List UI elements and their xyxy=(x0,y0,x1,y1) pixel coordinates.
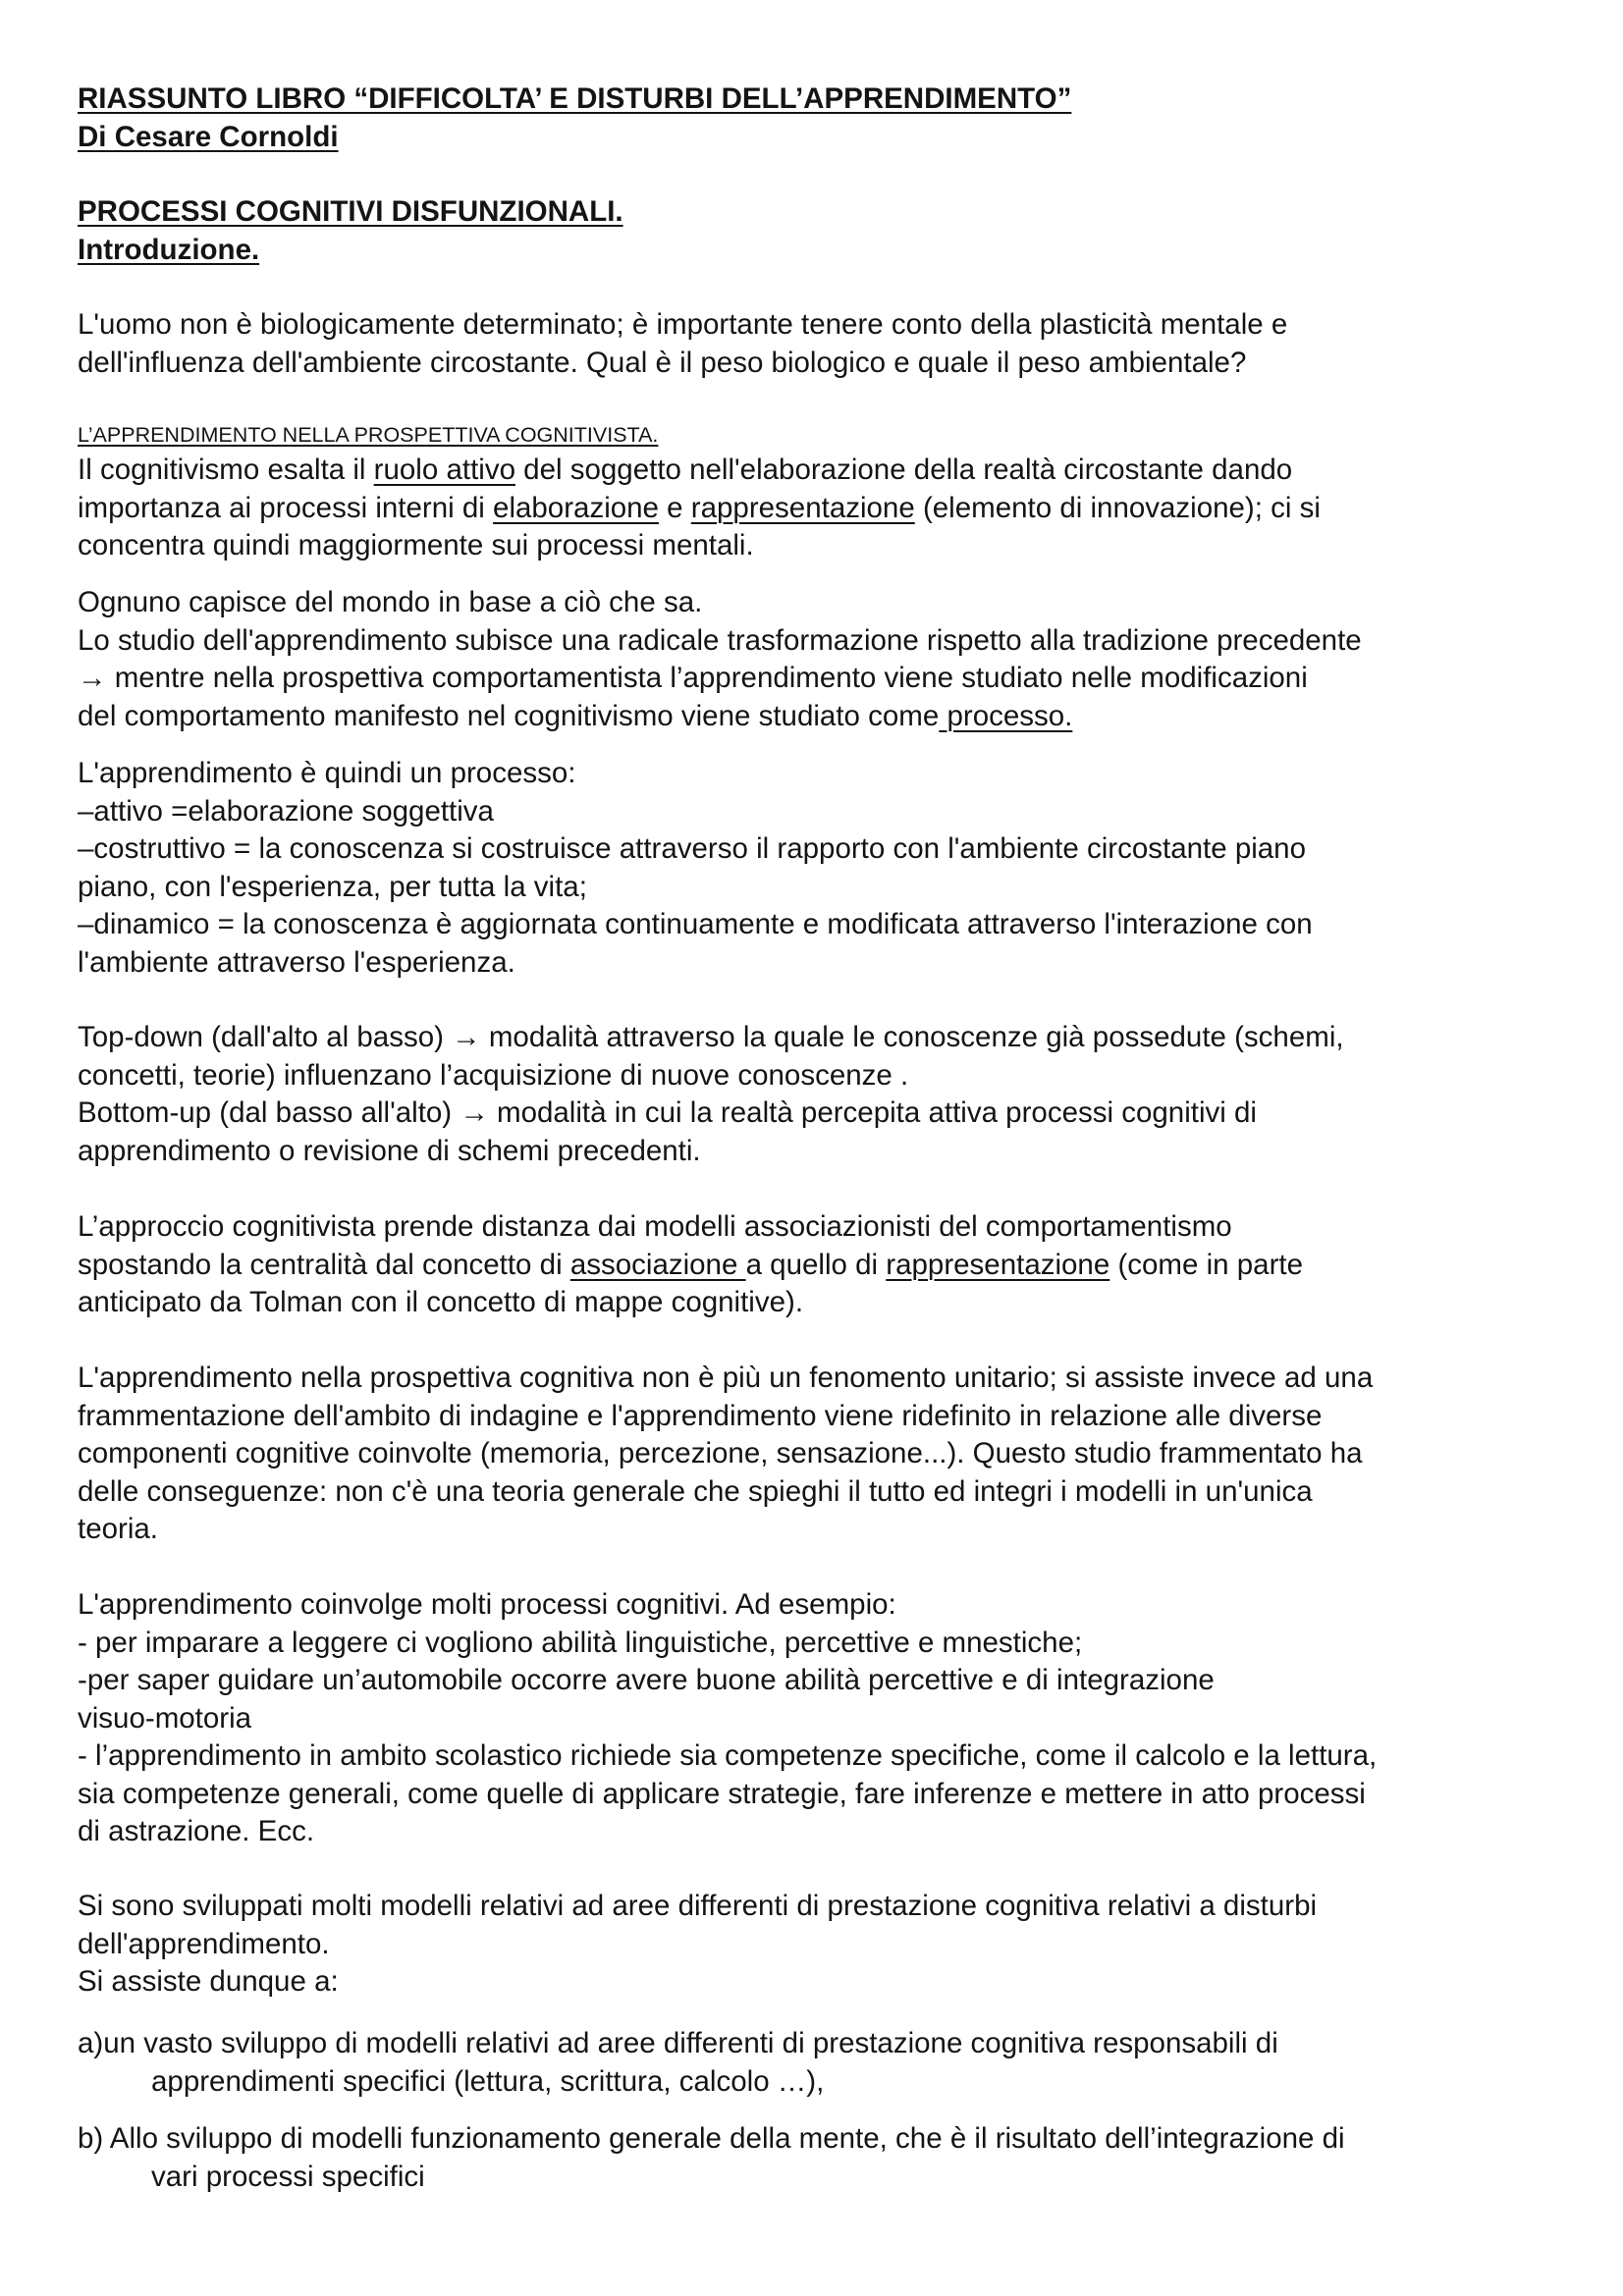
paragraph-line: anticipato da Tolman con il concetto di mappe cognitive). xyxy=(78,1286,804,1318)
paragraph-line: –attivo =elaborazione soggettiva xyxy=(78,794,494,828)
paragraph-line: Top-down (dall'alto al basso) → modalità attraverso la quale le conoscenze già possedute (schemi, xyxy=(78,1021,1344,1053)
list-item-a xyxy=(78,2025,1570,2101)
paragraph-line: l'ambiente attraverso l'esperienza. xyxy=(78,945,515,979)
section-heading-block xyxy=(78,193,1570,269)
paragraph-line: Ognuno capisce del mondo in base a ciò che sa. xyxy=(78,586,703,618)
paragraph-line: –dinamico = la conoscenza è aggiornata continuamente e modificata attraverso l'interazione con xyxy=(78,908,1313,940)
paragraph-line: L'apprendimento coinvolge molti processi cognitivi. Ad esempio: xyxy=(78,1588,896,1621)
section-heading: PROCESSI COGNITIVI DISFUNZIONALI. xyxy=(78,195,623,228)
text-run: del soggetto nell'elaborazione della realtà circostante dando xyxy=(514,454,1293,486)
text-run: importanza ai processi interni di xyxy=(78,491,494,524)
paragraph-line: L’approccio cognitivista prende distanza dai modelli associazionisti del comportamentismo xyxy=(78,1210,1232,1243)
paragraph-line: - l’apprendimento in ambito scolastico richiede sia competenze specifiche, come il calcolo e la lettura, xyxy=(78,1739,1378,1772)
paragraph-line: piano, con l'esperienza, per tutta la vita; xyxy=(78,870,587,903)
list-line-indented: apprendimenti specifici (lettura, scrittura, calcolo …), xyxy=(151,2064,825,2098)
subsection-title: L’APPRENDIMENTO NELLA PROSPETTIVA COGNITIVISTA. xyxy=(78,423,659,447)
text-run: (elemento di innovazione); ci si xyxy=(914,491,1321,524)
paragraph-cognitivismo xyxy=(78,452,1570,565)
section-subheading: Introduzione. xyxy=(78,233,260,266)
underlined-term: processo. xyxy=(939,699,1073,732)
underlined-term: associazione xyxy=(569,1248,746,1281)
paragraph-unitario xyxy=(78,1360,1570,1549)
paragraph-line: -per saper guidare un’automobile occorre avere buone abilità percettive e di integrazione xyxy=(78,1664,1215,1696)
title-line-2: Di Cesare Cornoldi xyxy=(78,120,339,153)
document-title xyxy=(78,80,1570,156)
paragraph-line: Lo studio dell'apprendimento subisce una radicale trasformazione rispetto alla tradizione precedente xyxy=(78,623,1362,657)
underlined-term: elaborazione xyxy=(493,491,659,524)
text-run: a quello di xyxy=(745,1248,887,1281)
paragraph-esempio xyxy=(78,1586,1570,1851)
paragraph-line: componenti cognitive coinvolte (memoria, percezione, sensazione...). Questo studio frammentato ha xyxy=(78,1437,1363,1469)
list-line: b) Allo sviluppo di modelli funzionamento generale della mente, che è il risultato dell’integrazione di xyxy=(78,2122,1345,2155)
list-line-indented: vari processi specifici xyxy=(151,2160,425,2193)
paragraph-line xyxy=(78,1247,1570,1285)
list-item-b xyxy=(78,2120,1570,2196)
paragraph-line: –costruttivo = la conoscenza si costruisce attraverso il rapporto con l'ambiente circostante piano xyxy=(78,832,1306,865)
paragraph-line: teoria. xyxy=(78,1513,158,1545)
paragraph-line: L'apprendimento è quindi un processo: xyxy=(78,757,576,789)
paragraph-processo xyxy=(78,755,1570,982)
paragraph-line: Si assiste dunque a: xyxy=(78,1965,339,1998)
list-line: a)un vasto sviluppo di modelli relativi ad aree differenti di prestazione cognitiva responsabili di xyxy=(78,2027,1278,2059)
paragraph-ognuno xyxy=(78,584,1570,735)
paragraph-line: sia competenze generali, come quelle di applicare strategie, fare inferenze e mettere in atto processi xyxy=(78,1777,1366,1810)
underlined-term: rappresentazione xyxy=(690,491,915,524)
paragraph-line: concentra quindi maggiormente sui processi mentali. xyxy=(78,529,754,561)
paragraph-line: dell'apprendimento. xyxy=(78,1927,330,1960)
paragraph-line: - per imparare a leggere ci vogliono abilità linguistiche, percettive e mnestiche; xyxy=(78,1626,1083,1659)
paragraph-line: concetti, teorie) influenzano l’acquisizione di nuove conoscenze . xyxy=(78,1058,909,1092)
intro-line: dell'influenza dell'ambiente circostante. Qual è il peso biologico e quale il peso ambientale? xyxy=(78,346,1247,379)
text-run: del comportamento manifesto nel cognitivismo viene studiato come xyxy=(78,699,940,732)
paragraph-line: visuo-motoria xyxy=(78,1701,252,1735)
paragraph-line: Bottom-up (dal basso all'alto) → modalità in cui la realtà percepita attiva processi cognitivi di xyxy=(78,1096,1257,1129)
paragraph-line xyxy=(78,490,1570,528)
paragraph-line: frammentazione dell'ambito di indagine e l'apprendimento viene ridefinito in relazione alle diverse xyxy=(78,1399,1323,1432)
text-run: (come in parte xyxy=(1109,1248,1303,1281)
text-run: Il cognitivismo esalta il xyxy=(78,454,374,486)
intro-paragraph xyxy=(78,306,1570,382)
paragraph-line: delle conseguenze: non c'è una teoria generale che spieghi il tutto ed integri i modelli in un'unica xyxy=(78,1474,1313,1508)
paragraph-line: → mentre nella prospettiva comportamentista l’apprendimento viene studiato nelle modificazioni xyxy=(78,662,1308,694)
paragraph-line xyxy=(78,698,1570,736)
paragraph-modelli xyxy=(78,1888,1570,2002)
underlined-term: rappresentazione xyxy=(886,1248,1110,1281)
paragraph-line: apprendimento o revisione di schemi precedenti. xyxy=(78,1134,701,1167)
paragraph-approccio xyxy=(78,1208,1570,1322)
paragraph-line: di astrazione. Ecc. xyxy=(78,1815,315,1847)
paragraph-line: L'apprendimento nella prospettiva cognitiva non è più un fenomento unitario; si assiste invece ad una xyxy=(78,1362,1374,1394)
paragraph-line xyxy=(78,452,1570,490)
paragraph-topdown xyxy=(78,1019,1570,1170)
text-run: e xyxy=(658,491,691,524)
intro-line: L'uomo non è biologicamente determinato; è importante tenere conto della plasticità mentale e xyxy=(78,308,1288,341)
title-line-1: RIASSUNTO LIBRO “DIFFICOLTA’ E DISTURBI DELL’APPRENDIMENTO” xyxy=(78,82,1072,115)
underlined-term: ruolo attivo xyxy=(373,454,515,486)
text-run: spostando la centralità dal concetto di xyxy=(78,1248,570,1281)
paragraph-line: Si sono sviluppati molti modelli relativi ad aree differenti di prestazione cognitiva relativi a disturbi xyxy=(78,1890,1318,1922)
